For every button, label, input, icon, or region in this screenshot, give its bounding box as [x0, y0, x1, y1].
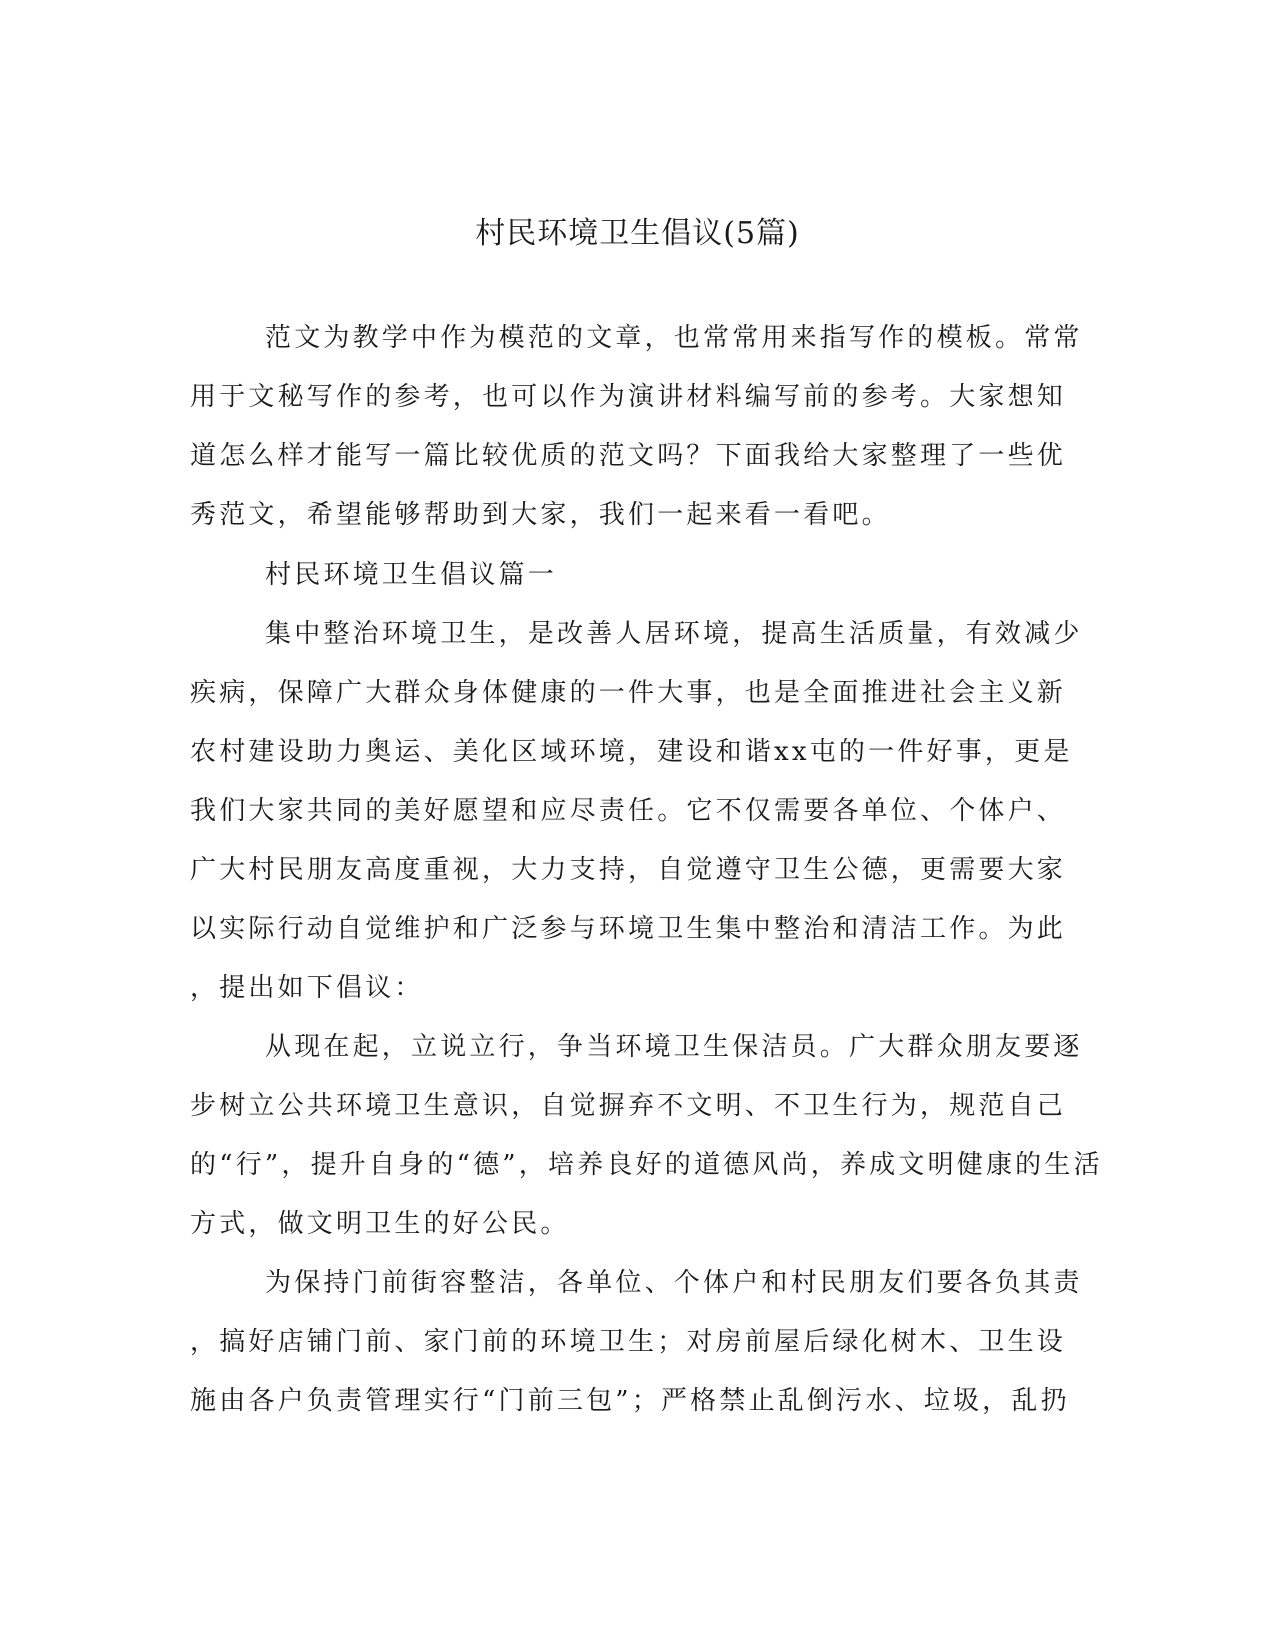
paragraph-line: 农村建设助力奥运、美化区域环境，建设和谐xx屯的一件好事，更是 — [190, 737, 1073, 767]
paragraph-line: ，提出如下倡议： — [190, 973, 424, 1003]
paragraph-line: ，搞好店铺门前、家门前的环境卫生；对房前屋后绿化树木、卫生设 — [190, 1327, 1067, 1357]
paragraph-line: 广大村民朋友高度重视，大力支持，自觉遵守卫生公德，更需要大家 — [190, 855, 1067, 885]
document-title: 村民环境卫生倡议(5篇) — [475, 216, 800, 251]
paragraph-line: 步树立公共环境卫生意识，自觉摒弃不文明、不卫生行为，规范自己 — [190, 1091, 1067, 1121]
paragraph-line: 道怎么样才能写一篇比较优质的范文吗？下面我给大家整理了一些优 — [190, 441, 1067, 471]
paragraph-line: 秀范文，希望能够帮助到大家，我们一起来看一看吧。 — [190, 500, 891, 530]
paragraph-line: 方式，做文明卫生的好公民。 — [190, 1209, 570, 1239]
paragraph-line: 疾病，保障广大群众身体健康的一件大事，也是全面推进社会主义新 — [190, 678, 1067, 708]
paragraph-line: 范文为教学中作为模范的文章，也常常用来指写作的模板。常常 — [265, 323, 1083, 353]
paragraph-line: 我们大家共同的美好愿望和应尽责任。它不仅需要各单位、个体户、 — [190, 796, 1067, 826]
paragraph-line: 施由各户负责管理实行“门前三包”；严格禁止乱倒污水、垃圾，乱扔 — [190, 1386, 1070, 1416]
paragraph-line: 的“行”，提升自身的“德”，培养良好的道德风尚，养成文明健康的生活 — [190, 1150, 1103, 1180]
paragraph-line: 从现在起，立说立行，争当环境卫生保洁员。广大群众朋友要逐 — [265, 1032, 1083, 1062]
paragraph-line: 集中整治环境卫生，是改善人居环境，提高生活质量，有效减少 — [265, 619, 1083, 649]
paragraph-line: 为保持门前街容整洁，各单位、个体户和村民朋友们要各负其责 — [265, 1268, 1083, 1298]
paragraph-line: 以实际行动自觉维护和广泛参与环境卫生集中整治和清洁工作。为此 — [190, 914, 1067, 944]
paragraph-line: 用于文秘写作的参考，也可以作为演讲材料编写前的参考。大家想知 — [190, 382, 1067, 412]
section-heading: 村民环境卫生倡议篇一 — [265, 560, 558, 590]
